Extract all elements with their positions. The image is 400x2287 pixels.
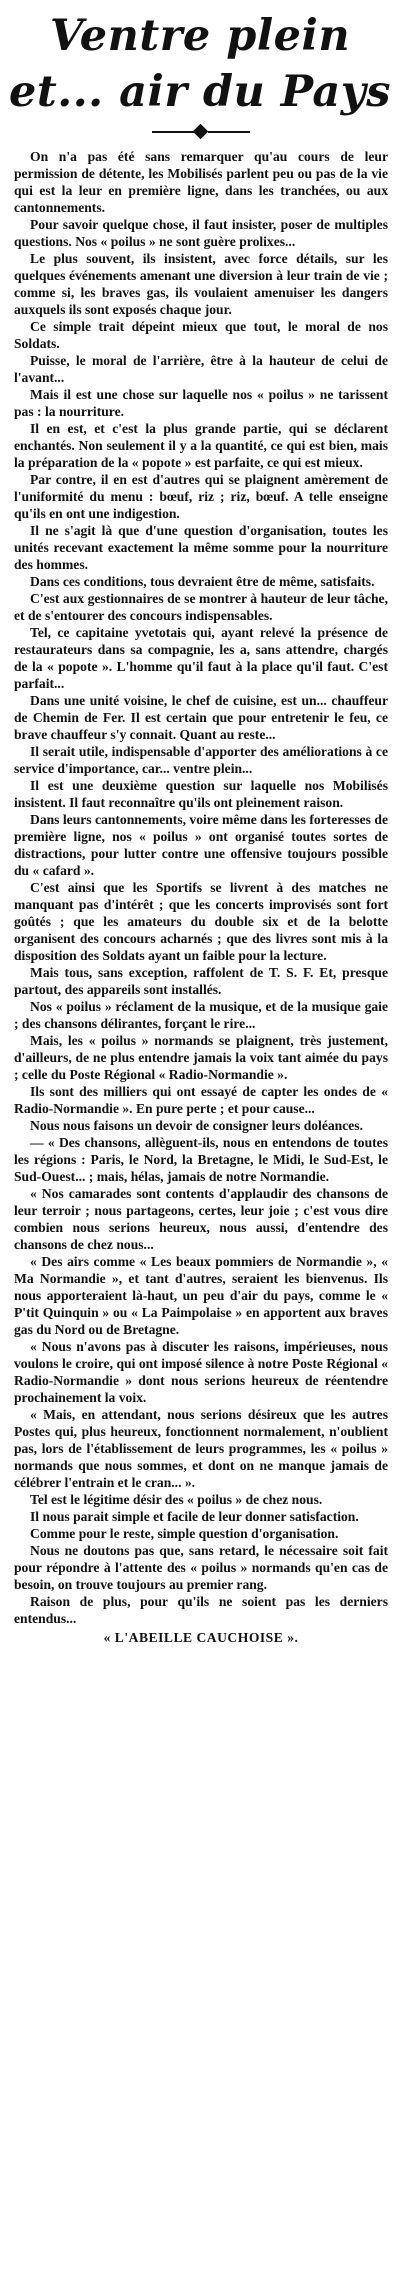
- diamond-ornament-icon: [193, 124, 209, 140]
- article-title: [0, 0, 400, 120]
- article-paragraph: Le plus souvent, ils insistent, avec force détails, sur les quelques événements amenant une diversion à leur train de vie ; comme si, les braves gas, ils voulaient amenuiser les dangers auxquels ils sont exposés chaque jour.: [14, 251, 388, 317]
- article-paragraph: Ce simple trait dépeint mieux que tout, le moral de nos Soldats.: [14, 319, 388, 351]
- title-ornament-divider: [0, 120, 400, 144]
- divider-rule-right: [208, 131, 250, 133]
- article-paragraph: Nous ne doutons pas que, sans retard, le nécessaire soit fait pour répondre à l'attente des « poilus » normands qu'en cas de besoin, on trouve toujours au premier rang.: [14, 1543, 388, 1592]
- article-paragraph: Dans une unité voisine, le chef de cuisine, est un... chauffeur de Chemin de Fer. Il est certain que pour entretenir le feu, ce brave chauffeur s'y connait. Quant au reste...: [14, 693, 388, 742]
- article-paragraph: Tel, ce capitaine yvetotais qui, ayant relevé la présence de restaurateurs dans sa compagnie, les a, sans attendre, chargés de la « popote ». L'homme qu'il faut à la place qu'il faut. C'est parfait...: [14, 625, 388, 691]
- article-paragraph: Il en est, et c'est la plus grande partie, qui se déclarent enchantés. Non seulement il y a la quantité, ce qui est bien, mais la préparation de la « popote » est parfaite, ce qui est mieux.: [14, 421, 388, 470]
- article-paragraph: Par contre, il en est d'autres qui se plaignent amèrement de l'uniformité du menu : bœuf, riz ; riz, bœuf. A telle enseigne qu'ils en ont une indigestion.: [14, 472, 388, 521]
- article-paragraph: Il serait utile, indispensable d'apporter des améliorations à ce service d'importance, car... ventre plein...: [14, 744, 388, 776]
- article-paragraph: Mais tous, sans exception, raffolent de T. S. F. Et, presque partout, des appareils sont installés.: [14, 965, 388, 997]
- article-paragraph: « Nos camarades sont contents d'applaudir des chansons de leur terroir ; nous partageons, certes, leur joie ; c'est vous dire combien nous serions heureux, nous aussi, d'entendre des chansons de chez nous...: [14, 1186, 388, 1252]
- title-line-1: Ventre plein: [49, 11, 351, 61]
- article-paragraph: Nos « poilus » réclament de la musique, et de la musique gaie ; des chansons délirantes, forçant le rire...: [14, 999, 388, 1031]
- article-paragraph: Mais, les « poilus » normands se plaignent, très justement, d'ailleurs, de ne plus entendre jamais la voix tant aimée du pays ; celle du Poste Régional « Radio-Normandie ».: [14, 1033, 388, 1082]
- divider-rule-left: [152, 131, 194, 133]
- article-paragraph: C'est aux gestionnaires de se montrer à hauteur de leur tâche, et de s'entourer des concours indispensables.: [14, 591, 388, 623]
- article-paragraph: Pour savoir quelque chose, il faut insister, poser de multiples questions. Nos « poilus » ne sont guère prolixes...: [14, 217, 388, 249]
- article-signature: « L'ABEILLE CAUCHOISE ».: [103, 1630, 299, 1645]
- article-paragraph: — « Des chansons, allèguent-ils, nous en entendons de toutes les régions : Paris, le Nord, la Bretagne, le Midi, le Sud-Est, le Sud-Ouest... ; mais, hélas, jamais de notre Normandie.: [14, 1135, 388, 1184]
- article-paragraph: « Nous n'avons pas à discuter les raisons, impérieuses, nous voulons le croire, qui ont imposé silence à notre Poste Régional « Radio-Normandie » dont nous serions heureux de réentendre prochainement la voix.: [14, 1339, 388, 1405]
- article-paragraph: Nous nous faisons un devoir de consigner leurs doléances.: [30, 1118, 363, 1133]
- title-line-2: et... air du Pays: [9, 67, 391, 117]
- article-paragraph: Tel est le légitime désir des « poilus » de chez nous.: [30, 1492, 323, 1507]
- article-paragraph: Comme pour le reste, simple question d'organisation.: [30, 1526, 339, 1541]
- article-paragraph: Mais il est une chose sur laquelle nos « poilus » ne tarissent pas : la nourriture.: [14, 387, 388, 419]
- article-paragraph: Dans ces conditions, tous devraient être de même, satisfaits.: [30, 574, 375, 589]
- article-paragraph: « Des airs comme « Les beaux pommiers de Normandie », « Ma Normandie », et tant d'autres, seraient les bienvenus. Ils nous apporteraient là-haut, un peu d'air du pays, comme le « P'tit Quinquin » ou « La Paimpolaise » en apportent aux braves gas du Nord ou de Bretagne.: [14, 1254, 388, 1337]
- article-paragraph: Ils sont des milliers qui ont essayé de capter les ondes de « Radio-Normandie ». En pure perte ; et pour cause...: [14, 1084, 388, 1116]
- article-paragraph: Il est une deuxième question sur laquelle nos Mobilisés insistent. Il faut reconnaître qu'ils ont pleinement raison.: [14, 778, 388, 810]
- article-body: [0, 144, 400, 1646]
- article-paragraph: Il ne s'agit là que d'une question d'organisation, toutes les unités recevant exactement la même somme pour la nourriture des hommes.: [14, 523, 388, 572]
- article-paragraph: Puisse, le moral de l'arrière, être à la hauteur de celui de l'avant...: [14, 353, 388, 385]
- article-paragraph: Raison de plus, pour qu'ils ne soient pas les derniers entendus...: [14, 1594, 388, 1626]
- article-paragraph: « Mais, en attendant, nous serions désireux que les autres Postes qui, plus heureux, fonctionnent normalement, n'oublient pas, lors de l'établissement de leurs programmes, les « poilus » normands que nous sommes, et dont on ne manque jamais de célébrer l'entrain et le cran... ».: [14, 1407, 388, 1490]
- article-paragraph: Dans leurs cantonnements, voire même dans les forteresses de première ligne, nos « poilus » ont organisé toutes sortes de distractions, pour lutter contre une offensive toujours possible du « cafard ».: [14, 812, 388, 878]
- article-paragraph: On n'a pas été sans remarquer qu'au cours de leur permission de détente, les Mobilisés parlent peu ou pas de la vie qui est la leur en première ligne, dans les tranchées, ou aux cantonnements.: [14, 149, 388, 215]
- article-paragraph: C'est ainsi que les Sportifs se livrent à des matches ne manquant pas d'intérêt ; que les concerts improvisés sont fort goûtés ; que les amateurs du double six et de la belotte organisent des concours acharnés ; que des livres sont mis à la disposition des Soldats ayant un faible pour la lecture.: [14, 880, 388, 963]
- article-paragraph: Il nous parait simple et facile de leur donner satisfaction.: [30, 1509, 359, 1524]
